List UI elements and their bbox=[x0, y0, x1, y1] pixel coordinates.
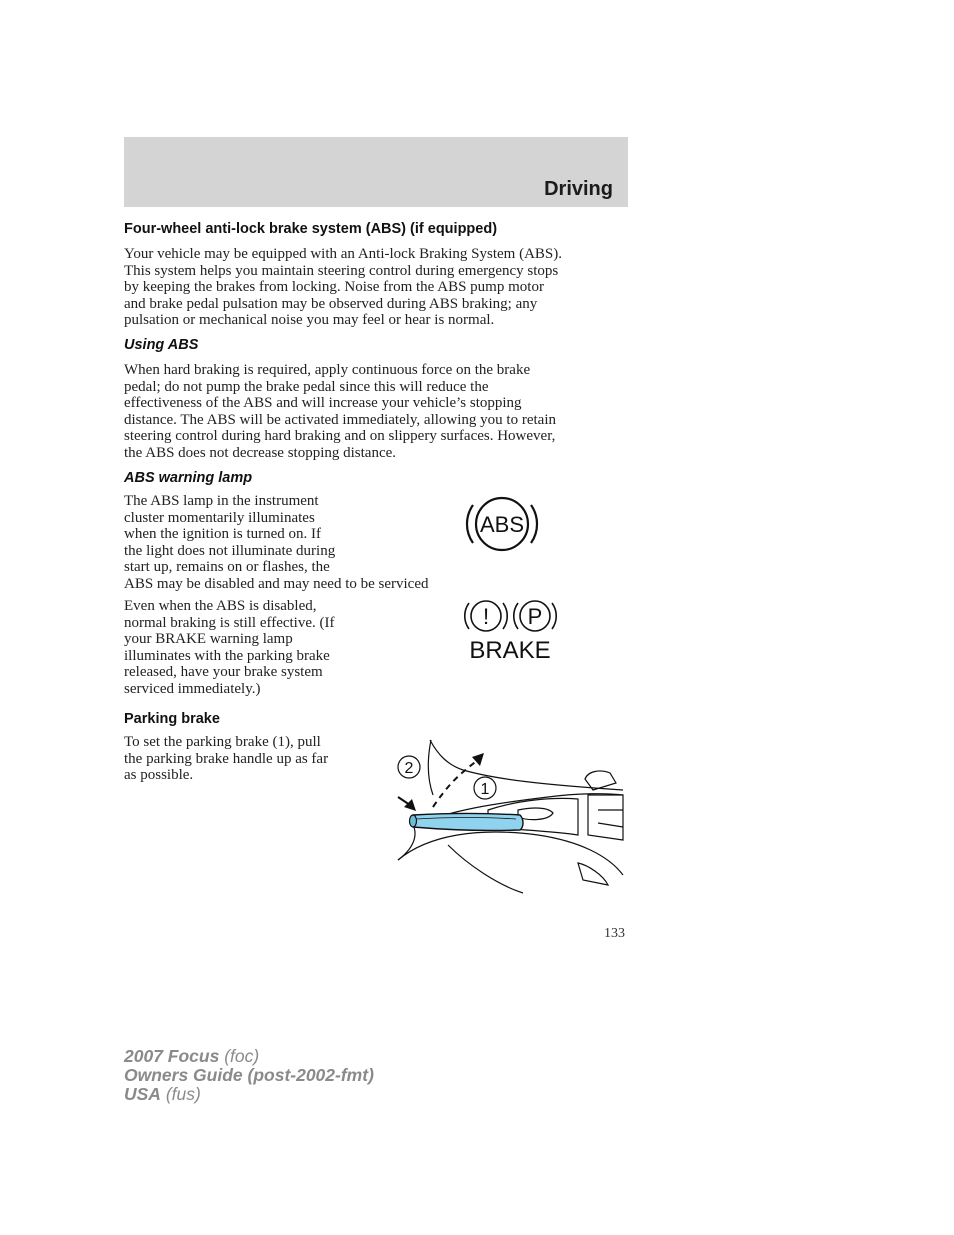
abs-warning-icon bbox=[462, 492, 542, 556]
text-line: pedal; do not pump the brake pedal since this will reduce the bbox=[124, 378, 489, 395]
abs-warning-lamp-heading: ABS warning lamp bbox=[124, 470, 253, 486]
text-line: When hard braking is required, apply continuous force on the brake bbox=[124, 362, 531, 378]
text-line: steering control during hard braking and on slippery surfaces. However, bbox=[124, 428, 556, 444]
text-line: effectiveness of the ABS and will increase your vehicle’s stopping bbox=[124, 395, 522, 411]
parking-p-glyph: P bbox=[527, 604, 543, 629]
parking-brake-paragraph bbox=[124, 734, 328, 784]
pointer-arrowhead-icon bbox=[404, 799, 416, 811]
text-line: the light does not illuminate during bbox=[124, 542, 336, 559]
abs-disabled-paragraph bbox=[124, 598, 335, 697]
text-line: illuminates with the parking brake bbox=[124, 647, 330, 664]
parking-brake-heading: Parking brake bbox=[124, 711, 220, 727]
text-line: Your vehicle may be equipped with an Anti-lock Braking System (ABS). bbox=[124, 246, 563, 262]
seatbelt-buckle bbox=[578, 863, 608, 885]
text-line: as possible. bbox=[124, 767, 194, 783]
document-footer bbox=[124, 1047, 374, 1104]
text-line: serviced immediately.) bbox=[124, 680, 261, 697]
text-line: the parking brake handle up as far bbox=[124, 750, 329, 767]
footer-line-1 bbox=[124, 1047, 374, 1066]
brake-icon-label: BRAKE bbox=[469, 637, 551, 662]
abs-paragraph bbox=[124, 246, 562, 329]
footer-guide: Owners Guide (post-2002-fmt) bbox=[124, 1065, 374, 1085]
text-line: ABS may be disabled and may need to be serviced bbox=[124, 575, 429, 592]
abs-heading: Four-wheel anti-lock brake system (ABS) (if equipped) bbox=[124, 221, 498, 237]
text-line: released, have your brake system bbox=[124, 664, 323, 680]
text-line: the ABS does not decrease stopping distance. bbox=[124, 444, 397, 461]
abs-warning-paragraph bbox=[124, 493, 429, 592]
text-line: distance. The ABS will be activated immediately, allowing you to retain bbox=[124, 411, 556, 428]
console-panel bbox=[588, 795, 623, 840]
footer-line-2 bbox=[124, 1066, 374, 1085]
lever-release-button bbox=[518, 808, 553, 820]
trim-line bbox=[428, 740, 433, 795]
text-line: Even when the ABS is disabled, bbox=[124, 598, 317, 614]
using-abs-heading: Using ABS bbox=[124, 337, 199, 353]
text-line: by keeping the brakes from locking. Noise from the ABS pump motor bbox=[124, 279, 544, 295]
abs-icon-label: ABS bbox=[479, 512, 525, 537]
parking-brake-handle bbox=[410, 814, 524, 831]
callout-1-label: 1 bbox=[480, 781, 490, 798]
text-line: cluster momentarily illuminates bbox=[124, 509, 315, 526]
exclamation-glyph: ! bbox=[482, 604, 490, 629]
text-line: start up, remains on or flashes, the bbox=[124, 559, 330, 575]
panel-lines bbox=[598, 810, 623, 827]
text-line: To set the parking brake (1), pull bbox=[124, 734, 321, 750]
console-top-line bbox=[430, 740, 623, 790]
footer-market: USA bbox=[124, 1084, 161, 1104]
text-line: The ABS lamp in the instrument bbox=[124, 493, 319, 509]
text-line: pulsation or mechanical noise you may feel or hear is normal. bbox=[124, 312, 495, 328]
footer-line-3 bbox=[124, 1085, 374, 1104]
text-line: normal braking is still effective. (If bbox=[124, 614, 335, 631]
footer-model: 2007 Focus bbox=[124, 1046, 220, 1066]
text-line: This system helps you maintain steering control during emergency stops bbox=[124, 262, 559, 279]
brake-warning-icon bbox=[462, 596, 558, 662]
text-line: when the ignition is turned on. If bbox=[124, 526, 322, 542]
seat-curve bbox=[398, 832, 623, 875]
footer-model-code: (foc) bbox=[219, 1046, 260, 1066]
using-abs-paragraph bbox=[124, 362, 556, 461]
parking-brake-illustration bbox=[388, 735, 626, 895]
footer-market-code: (fus) bbox=[160, 1084, 201, 1104]
text-line: your BRAKE warning lamp bbox=[124, 631, 293, 647]
section-title: Driving bbox=[544, 178, 613, 200]
section-header-band bbox=[124, 137, 628, 207]
page-number: 133 bbox=[604, 926, 625, 941]
seat-lower-curve bbox=[448, 845, 523, 893]
callout-2-label: 2 bbox=[404, 760, 414, 777]
text-line: and brake pedal pulsation may be observed during ABS braking; any bbox=[124, 295, 538, 312]
